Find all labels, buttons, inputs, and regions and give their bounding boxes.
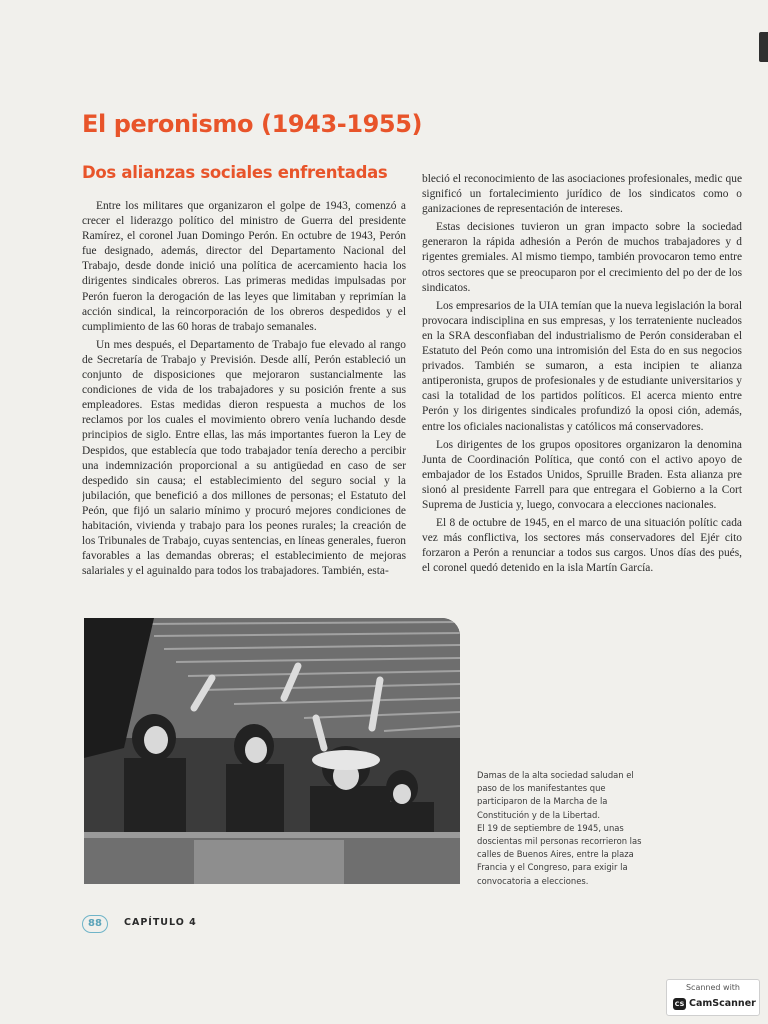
chapter-label: CAPÍTULO 4	[124, 917, 197, 928]
paragraph: Entre los militares que organizaron el golpe de 1943, comenzó a crecer el liderazgo político del ministro de Guerra del presidente Ramírez, el coronel Juan Domingo Perón. En octubre de 1943, Perón fue designado, además, director del Departamento Nacional del Trabajo, desde donde inició una política de acercamiento hacia los dirigentes sindicales obreros. Las primeras medidas impulsadas por Perón fueron la derogación de las leyes que limitaban y reprimían la acción sindical, la reincorporación de los obreros despedidos y el cumplimiento de las 60 horas de trabajo semanales.	[82, 200, 406, 333]
page-title: El peronismo (1943-1955)	[82, 110, 423, 138]
paragraph: Estas decisiones tuvieron un gran impacto sobre la sociedad generaron la rápida adhesión a Perón de muchos trabajadores y d rigentes gremiales. Al mismo tiempo, también provocaron temo entre otros sectores que se preocuparon por el crecimiento del po der de los sindicatos.	[422, 221, 742, 294]
paragraph: Un mes después, el Departamento de Trabajo fue elevado al rango de Secretaría de Trabajo y Previsión. Desde allí, Perón estableció un conjunto de disposiciones que mejoraron sustancialmente las condiciones de vida de los trabajadores y su posición frente a sus empleadores. Estas medidas dieron respuesta a muchos de los reclamos por los cuales el movimiento obrero venía luchando desde principios de siglo. Entre ellas, las más importantes fueron la Ley de Despidos, que establecía que todo trabajador tenía derecho a percibir una indemnización proporcional a su antigüedad en caso de ser despedido sin causa; el establecimiento del seguro social y la jubilación, que benefició a dos millones de personas; el Estatuto del Peón, que fijó un salario mínimo y procuró mejores condiciones de habitación, vivienda y trabajo para los peones rurales; la creación de los Tribunales de Trabajo, cuyas sentencias, en líneas generales, fueron favorables a las demandas obreras; el establecimiento de mejoras salariales y el aguinaldo para todos los trabajadores. También, esta-	[82, 338, 406, 578]
caption-line: El 19 de septiembre de 1945, unas doscientas mil personas recorrieron las calles de Buenos Aires, entre la plaza Francia y el Congreso, para exigir la convocatoria a elecciones.	[477, 822, 642, 886]
historical-photo	[84, 618, 460, 884]
section-subtitle: Dos alianzas sociales enfrentadas	[82, 163, 388, 182]
paragraph: El 8 de octubre de 1945, en el marco de una situación polític cada vez más conflictiva, los sectores más conservadores del Ejér cito forzaron a Perón a renunciar a todos sus cargos. Unos días des pués, el coronel quedó detenido en la isla Martín García.	[422, 517, 742, 575]
camscanner-logo-icon: CS	[674, 1000, 685, 1008]
caption-line: Damas de la alta sociedad saludan el paso de los manifestantes que participaron de la Marcha de la Constitución y de la Libertad.	[477, 770, 634, 820]
left-text-column	[82, 199, 406, 597]
page-number-badge: 88	[82, 915, 108, 933]
scanned-with-label: Scanned with	[685, 983, 741, 992]
camscanner-watermark	[666, 979, 760, 1016]
paragraph: bleció el reconocimiento de las asociaciones profesionales, medic que significó un fortalecimiento jurídico de los sindicatos como o ganizaciones de representación de intereses.	[422, 173, 742, 216]
page-edge-tab	[759, 32, 768, 62]
photo-illustration	[84, 618, 460, 884]
camscanner-brand: CamScanner	[689, 998, 756, 1009]
right-text-column	[422, 172, 742, 600]
photo-caption	[477, 769, 647, 888]
paragraph: Los dirigentes de los grupos opositores organizaron la denomina Junta de Coordinación Política, que contó con el activo apoyo de embajador de los Estados Unidos, Spruille Braden. Esta alianza pre sionó al presidente Farrell para que entregara el Gobierno a la Cort Suprema de Justicia y, luego, convocara a elecciones nacionales.	[422, 438, 742, 511]
paragraph: Los empresarios de la UIA temían que la nueva legislación la boral provocara indisciplina en sus empresas, y los terrateniente nucleados en la SRA desconfiaban del industrialismo de Perón consideraban el Estatuto del Peón como una intromisión del Esta do en sus negocios privados. También se sumaron, a esta incipien te alianza antiperonista, grupos de profesionales y de estudiante universitarios y casi la totalidad de los partidos políticos. El acerca miento entre Perón y los dirigentes sindicales profundizó la oposi ción, además, entre los oficiales nacionalistas y católicos má conservadores.	[422, 299, 742, 433]
